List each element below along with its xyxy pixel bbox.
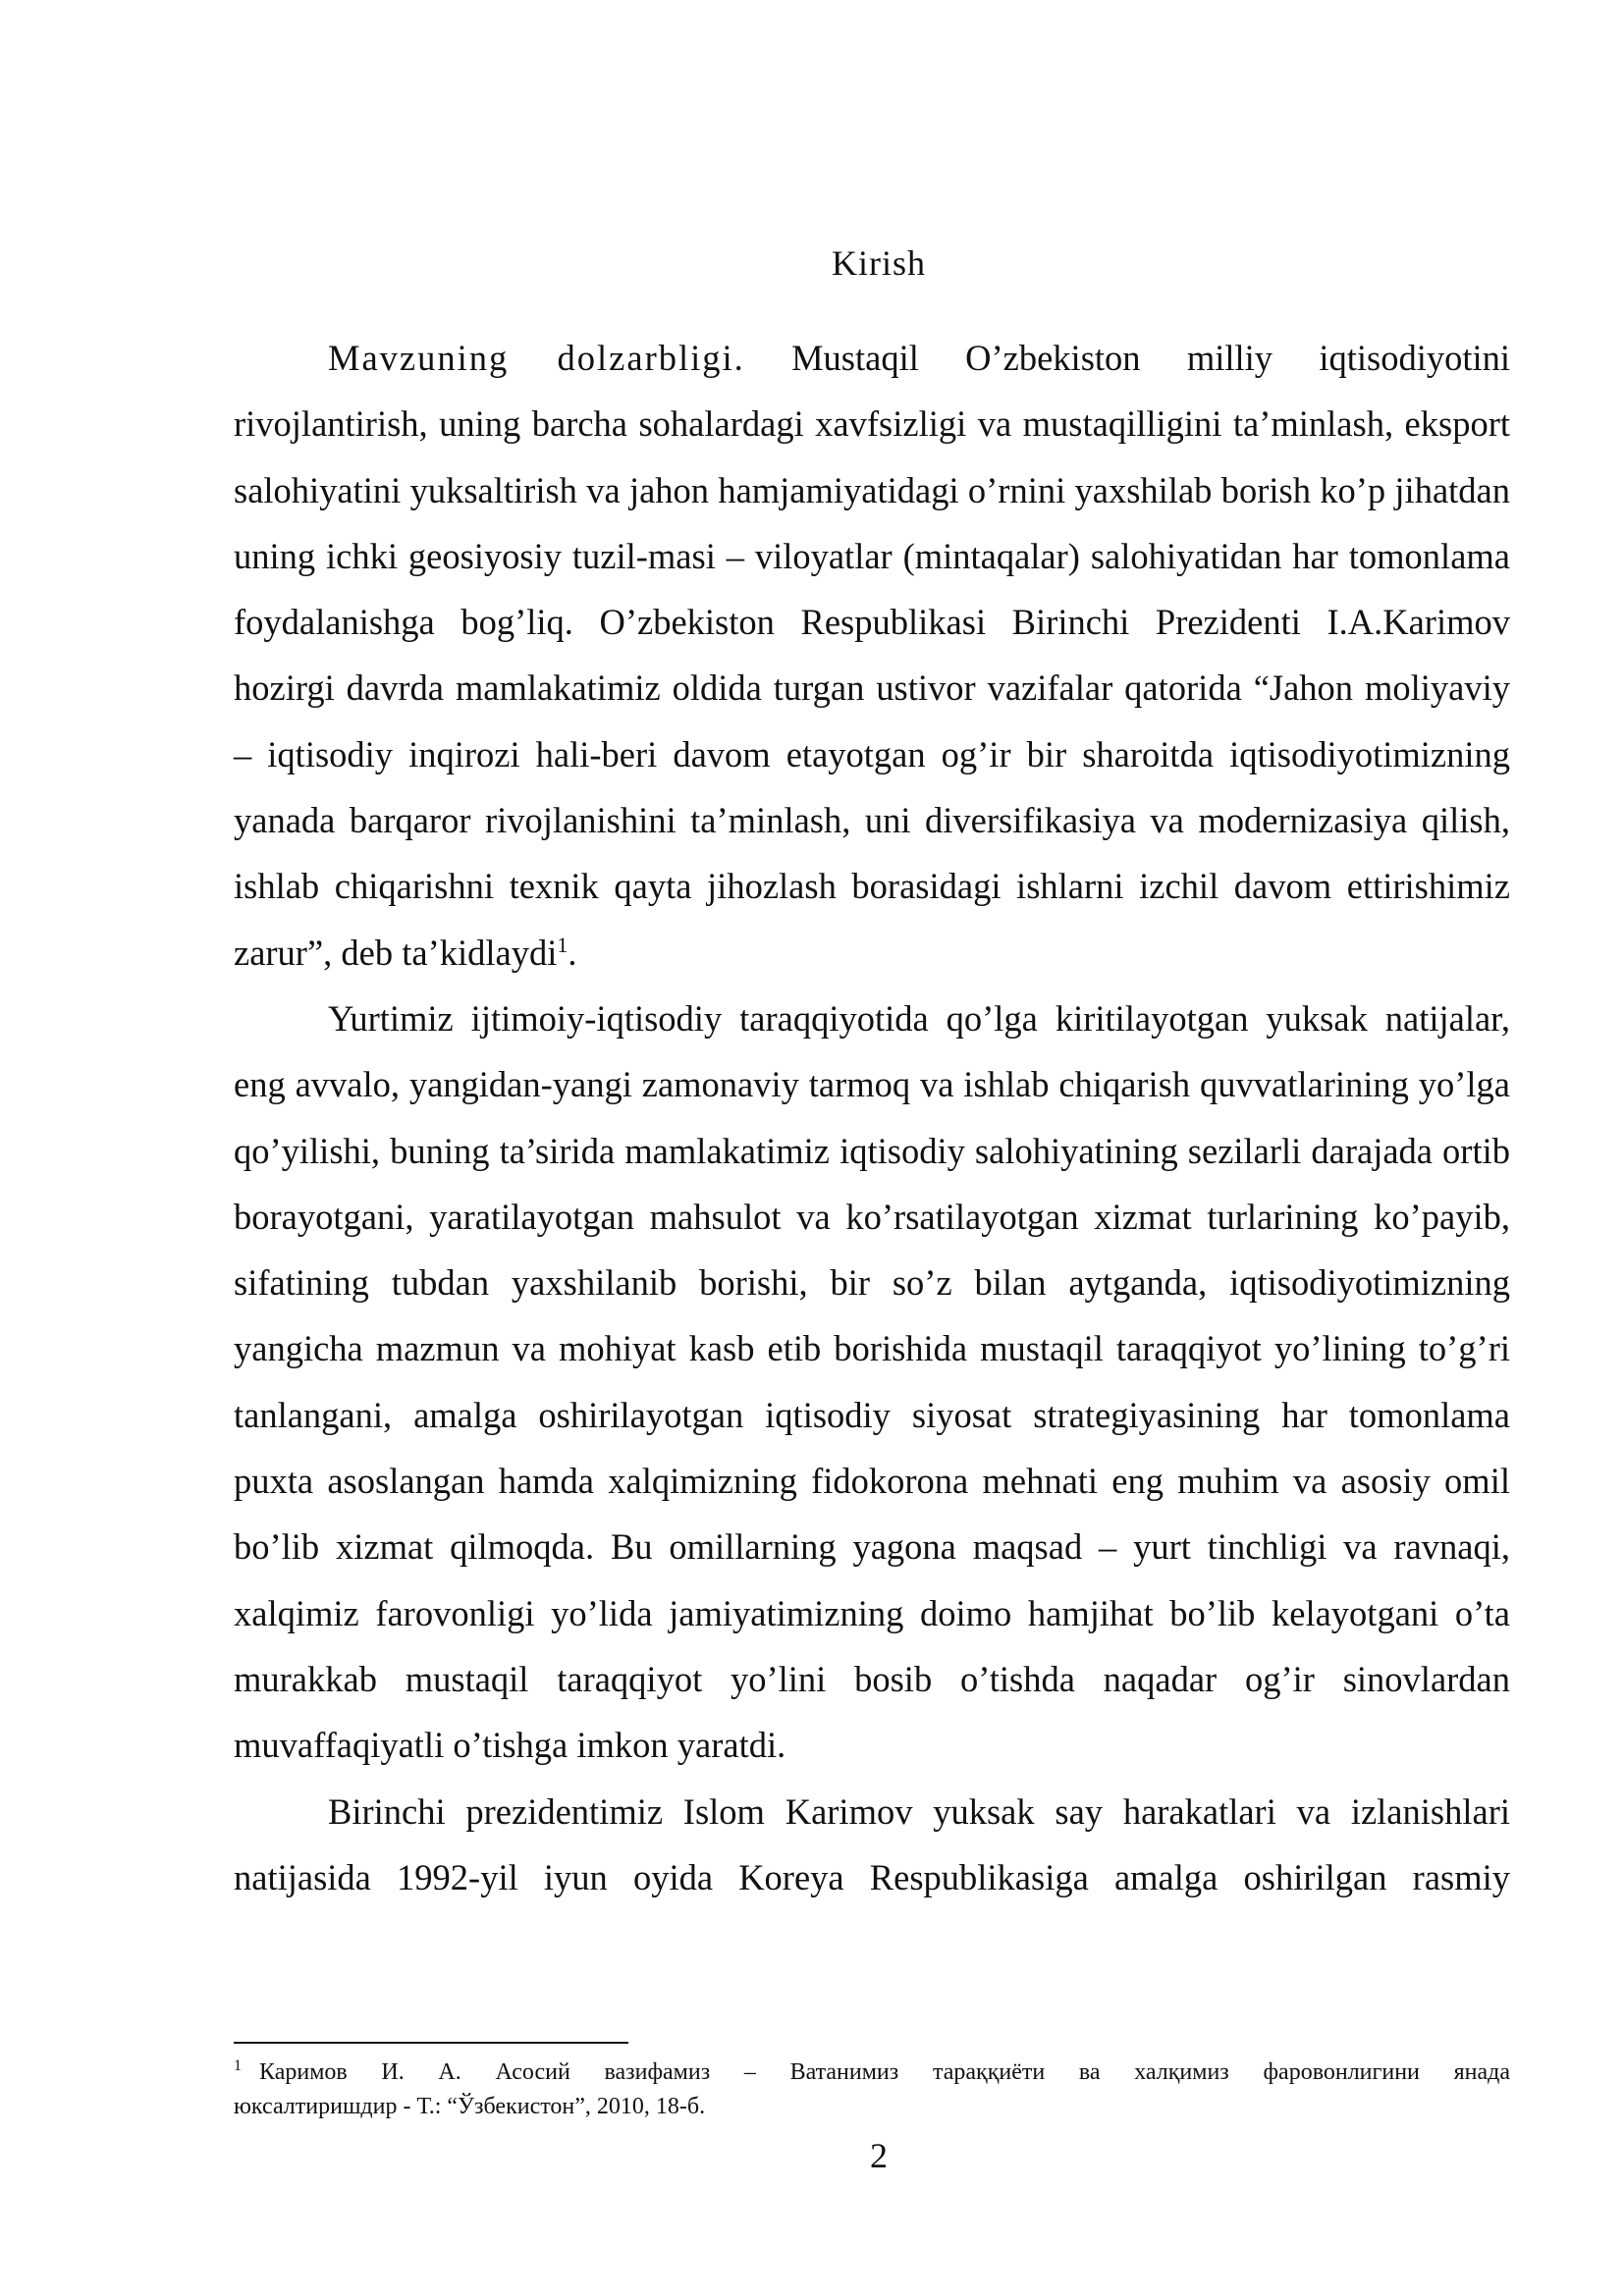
footnote-reference: 1 (557, 932, 568, 957)
paragraph-visit (234, 1779, 1510, 1911)
page-number: 2 (870, 2136, 888, 2175)
paragraph-tail: . (568, 932, 577, 973)
body-text (234, 325, 1510, 1910)
paragraph-progress (234, 986, 1510, 1779)
paragraph-relevance (234, 325, 1510, 986)
footnote-line-1 (234, 2056, 1510, 2090)
footnote-text-line-2: юксалтиришдир - Т.: “Ўзбекистон”, 2010, 18-б. (234, 2094, 706, 2119)
paragraph-text: Mustaqil O’zbekiston milliy iqtisodiyotini rivojlantirish, uning barcha sohalardagi xavfsizligi va mustaqilligini ta’minlash, eksport salohiyatini yuksaltirish va jahon hamjamiyatidagi o’rnini yaxshilab borish ko’p jihatdan uning ichki geosiyosiy tuzil-masi – viloyatlar (mintaqalar) salohiyatidan har tomonlama foydalanishga bog’liq. O’zbekiston Respublikasi Birinchi Prezidenti I.A.Karimov hozirgi davrda mamlakatimiz oldida turgan ustivor vazifalar qatorida “Jahon moliyaviy – iqtisodiy inqirozi hali-beri davom etayotgan og’ir bir sharoitda iqtisodiyotimizning yanada barqaror rivojlanishini ta’minlash, uni diversifikasiya va modernizasiya qilish, ishlab chiqarishni texnik qayta jihozlash borasidagi ishlarni izchil davom ettirishimiz zarur”, deb ta’kidlaydi (234, 338, 1511, 973)
footnote-text-line-1: Каримов И. А. Асосий вазифамиз – Ватанимиз тараққиёти ва халқимиз фаровонлигини янада (259, 2059, 1510, 2085)
footnote (234, 2056, 1510, 2124)
paragraph-text: Birinchi prezidentimiz Islom Karimov yuksak say harakatlari va izlanishlari natijasida 1992-yil iyun oyida Koreya Respublikasiga amalga oshirilgan rasmiy (234, 1790, 1510, 1897)
section-heading: Kirish (832, 243, 926, 283)
footnote-number: 1 (234, 2057, 242, 2074)
paragraph-lead: Mavzuning dolzarbligi. (328, 338, 745, 378)
footnote-divider (234, 2042, 628, 2044)
paragraph-text: Yurtimiz ijtimoiy-iqtisodiy taraqqiyotida qo’lga kiritilayotgan yuksak natijalar, eng avvalo, yangidan-yangi zamonaviy tarmoq va ishlab chiqarish quvvatlarining yo’lga qo’yilishi, buning ta’sirida mamlakatimiz iqtisodiy salohiyatining sezilarli darajada ortib borayotgani, yaratilayotgan mahsulot va ko’rsatilayotgan xizmat turlarining ko’payib, sifatining tubdan yaxshilanib borishi, bir so’z bilan aytganda, iqtisodiyotimizning yangicha mazmun va mohiyat kasb etib borishida mustaqil taraqqiyot yo’lining to’g’ri tanlangani, amalga oshirilayotgan iqtisodiy siyosat strategiyasining har tomonlama puxta asoslangan hamda xalqimizning fidokorona mehnati eng muhim va asosiy omil bo’lib xizmat qilmoqda. Bu omillarning yagona maqsad – yurt tinchligi va ravnaqi, xalqimiz farovonligi yo’lida jamiyatimizning doimo hamjihat bo’lib kelayotgani o’ta murakkab mustaqil taraqqiyot yo’lini bosib o’tishda naqadar og’ir sinovlardan muvaffaqiyatli o’tishga imkon yaratdi. (234, 997, 1510, 1766)
